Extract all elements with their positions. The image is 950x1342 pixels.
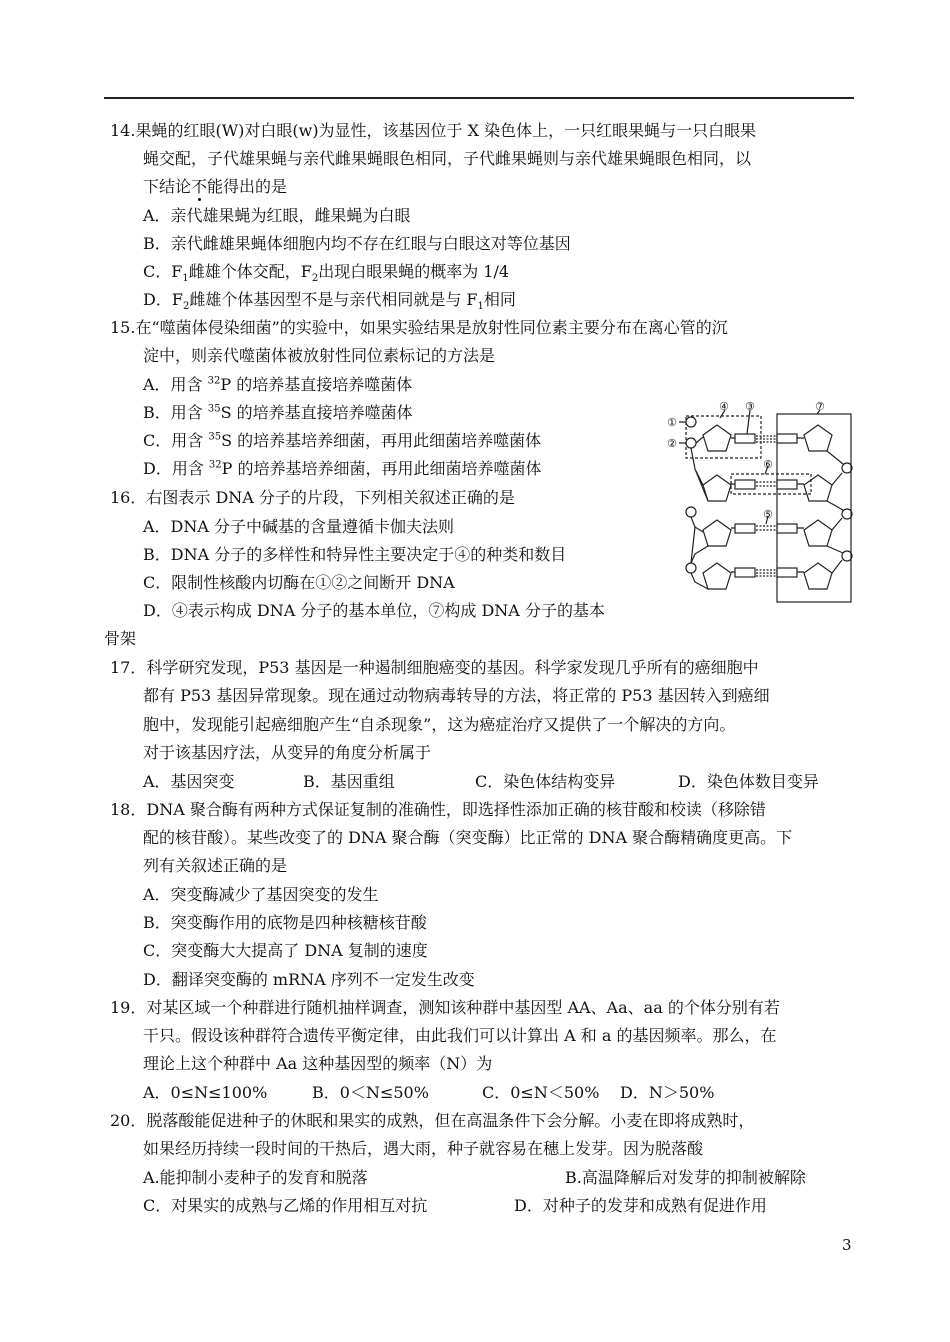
q16-option-d-wrap: 骨架	[104, 629, 137, 648]
dna-diagram	[665, 396, 860, 604]
q14-option-d-sub1: 2	[182, 301, 190, 313]
q15-option-c	[143, 431, 541, 451]
q16-option-b: B．DNA 分子的多样性和特异性主要决定于④的种类和数目	[143, 545, 567, 564]
q14-option-d-part2: 雌雄个体基因型不是与亲代相同就是与 F	[189, 290, 478, 309]
q17-stem-line4: 对于该基因疗法，从变异的角度分析属于	[143, 743, 432, 762]
q17-option-c: C．染色体结构变异	[475, 772, 616, 791]
q19-stem-line3: 理论上这个种群中 Aa 这种基因型的频率（N）为	[143, 1054, 493, 1073]
q17-stem-line2: 都有 P53 基因异常现象。现在通过动物病毒转导的方法，将正常的 P53 基因转入到癌细	[143, 686, 770, 705]
q15-option-a	[143, 375, 412, 395]
q19-option-a: A．0≤N≤100%	[143, 1083, 268, 1102]
q15-option-d-part1: D．用含	[143, 459, 209, 478]
q14-option-d-part3: 相同	[483, 290, 516, 309]
q14-option-d-sub2: 1	[477, 301, 484, 313]
base-2L	[735, 480, 755, 489]
q14-option-c-sub1: 1	[182, 273, 189, 285]
q14-option-b: B．亲代雌雄果蝇体细胞内均不存在红眼与白眼这对等位基因	[143, 234, 571, 253]
q19-option-b: B．0＜N≤50%	[312, 1083, 429, 1102]
q18-option-b: B．突变酶作用的底物是四种核糖核苷酸	[143, 913, 427, 932]
q16-option-a: A．DNA 分子中碱基的含量遵循卡伽夫法则	[143, 517, 455, 536]
q17-option-a: A．基因突变	[143, 772, 235, 791]
q14-option-c-part1: C．F	[143, 262, 183, 281]
left-sugar-4	[703, 563, 731, 589]
q15-stem-line1: 15.在“噬菌体侵染细菌”的实验中，如果实验结果是放射性同位素主要分布在离心管的沉	[110, 318, 728, 337]
q15-option-a-sup: 32	[207, 375, 221, 387]
q16-option-d: D．④表示构成 DNA 分子的基本单位，⑦构成 DNA 分子的基本	[143, 601, 605, 620]
q20-stem-line1: 20．脱落酸能促进种子的休眠和果实的成熟，但在高温条件下会分解。小麦在即将成熟时，	[110, 1111, 755, 1130]
q14-option-d-part1: D．F	[143, 290, 183, 309]
q14-option-c-part3: 出现白眼果蝇的概率为 1/4	[318, 262, 510, 281]
q14-option-a: A．亲代雄果蝇为红眼，雌果蝇为白眼	[143, 206, 411, 225]
base-1L	[735, 434, 755, 443]
q14-stem-line3-pre: 下结论	[143, 177, 192, 196]
q15-option-d-sup: 32	[208, 459, 222, 471]
q20-option-a: A.能抑制小麦种子的发育和脱落	[143, 1168, 368, 1187]
base-3R	[777, 524, 797, 533]
q20-stem-line2: 如果经历持续一段时间的干热后，遇大雨，种子就容易在穗上发芽。因为脱落酸	[143, 1139, 704, 1158]
page-number: 3	[842, 1236, 852, 1254]
phosphate-circle-1	[686, 417, 696, 427]
q15-option-b-part1: B．用含	[143, 403, 208, 422]
q14-stem-line3-post: 能得出的是	[207, 177, 288, 196]
q14-option-d	[143, 290, 516, 313]
label-2: ②	[667, 437, 677, 450]
q17-stem-line3: 胞中，发现能引起癌细胞产生“自杀现象”，这为癌症治疗又提供了一个解决的方向。	[143, 715, 736, 734]
q19-stem-line1: 19．对某区域一个种群进行随机抽样调查，测知该种群中基因型 AA、Aa、aa 的个体分别有若	[110, 998, 780, 1017]
nucleotide-dashed-box	[686, 416, 761, 458]
q14-stem-line2: 蝇交配，子代雄果蝇与亲代雌果蝇眼色相同，子代雌果蝇则与亲代雄果蝇眼色相同，以	[143, 149, 752, 168]
left-sugar-2	[703, 475, 731, 501]
q17-option-b: B．基因重组	[303, 772, 395, 791]
base-1R	[777, 434, 797, 443]
base-4R	[777, 568, 797, 577]
q16-stem-line1: 16．右图表示 DNA 分子的片段，下列相关叙述正确的是	[110, 488, 515, 507]
right-sugar-1	[804, 425, 832, 451]
q15-option-b-sup: 35	[207, 403, 221, 415]
q14-option-c	[143, 262, 510, 285]
label-1: ①	[667, 416, 677, 429]
label-5: ⑤	[763, 508, 773, 521]
q16-option-c: C．限制性核酸内切酶在①②之间断开 DNA	[143, 573, 455, 592]
q14-emphasis-char: 不	[191, 177, 208, 196]
right-sugar-3	[804, 520, 832, 546]
label-6: ⑥	[763, 458, 773, 471]
q15-option-c-part1: C．用含	[143, 431, 209, 450]
q18-stem-line3: 列有关叙述正确的是	[143, 856, 288, 875]
q20-option-b: B.高温降解后对发芽的抑制被解除	[565, 1168, 806, 1187]
q15-option-b	[143, 403, 413, 423]
q18-option-a: A．突变酶减少了基因突变的发生	[143, 885, 379, 904]
q17-stem-line1: 17．科学研究发现，P53 基因是一种遏制细胞癌变的基因。科学家发现几乎所有的癌细胞中	[110, 658, 759, 677]
q19-option-d: D．N＞50%	[620, 1083, 715, 1102]
base-2R	[777, 480, 797, 489]
q17-option-d: D．染色体数目变异	[678, 772, 819, 791]
q19-stem-line2: 干只。假设该种群符合遗传平衡定律，由此我们可以计算出 A 和 a 的基因频率。那么，在	[143, 1026, 777, 1045]
q19-option-c: C．0≤N＜50%	[482, 1083, 600, 1102]
q18-option-d: D．翻译突变酶的 mRNA 序列不一定发生改变	[143, 970, 475, 989]
header-rule	[104, 97, 854, 99]
q18-stem-line1: 18．DNA 聚合酶有两种方式保证复制的准确性，即选择性添加正确的核苷酸和校读（移除错	[110, 800, 766, 819]
label-4: ④	[719, 400, 729, 413]
phosphate-circle-3	[686, 507, 696, 517]
q20-option-d: D．对种子的发芽和成熟有促进作用	[514, 1196, 767, 1215]
label-7: ⑦	[815, 400, 825, 413]
q15-option-a-part2: P 的培养基直接培养噬菌体	[220, 375, 413, 394]
phosphate-circle-4	[686, 563, 696, 573]
q15-option-a-part1: A．用含	[143, 375, 208, 394]
q14-stem-line3	[143, 177, 287, 197]
phosphate-circle-2	[686, 438, 696, 448]
q15-stem-line2: 淀中，则亲代噬菌体被放射性同位素标记的方法是	[143, 346, 496, 365]
right-sugar-2	[804, 475, 832, 501]
left-sugar-1	[703, 425, 731, 451]
q15-option-b-part2: S 的培养基直接培养噬菌体	[220, 403, 413, 422]
q15-option-d	[143, 459, 542, 479]
base-4L	[735, 568, 755, 577]
q15-option-d-part2: P 的培养基培养细菌，再用此细菌培养噬菌体	[221, 459, 542, 478]
q14-option-c-part2: 雌雄个体交配，F	[188, 262, 312, 281]
base-3L	[735, 524, 755, 533]
right-sugar-4	[804, 563, 832, 589]
q18-stem-line2: 配的核苷酸）。某些改变了的 DNA 聚合酶（突变酶）比正常的 DNA 聚合酶精确度更高。下	[143, 828, 793, 847]
q14-option-c-sub2: 2	[311, 273, 319, 285]
q15-option-c-part2: S 的培养基培养细菌，再用此细菌培养噬菌体	[221, 431, 542, 450]
label-3: ③	[745, 400, 755, 413]
q14-stem-line1: 14.果蝇的红眼(W)对白眼(w)为显性，该基因位于 X 染色体上，一只红眼果蝇与一只白眼果	[110, 121, 757, 140]
left-sugar-3	[703, 520, 731, 546]
q18-option-c: C．突变酶大大提高了 DNA 复制的速度	[143, 941, 428, 960]
q20-option-c: C．对果实的成熟与乙烯的作用相互对抗	[143, 1196, 428, 1215]
q15-option-c-sup: 35	[208, 431, 222, 443]
